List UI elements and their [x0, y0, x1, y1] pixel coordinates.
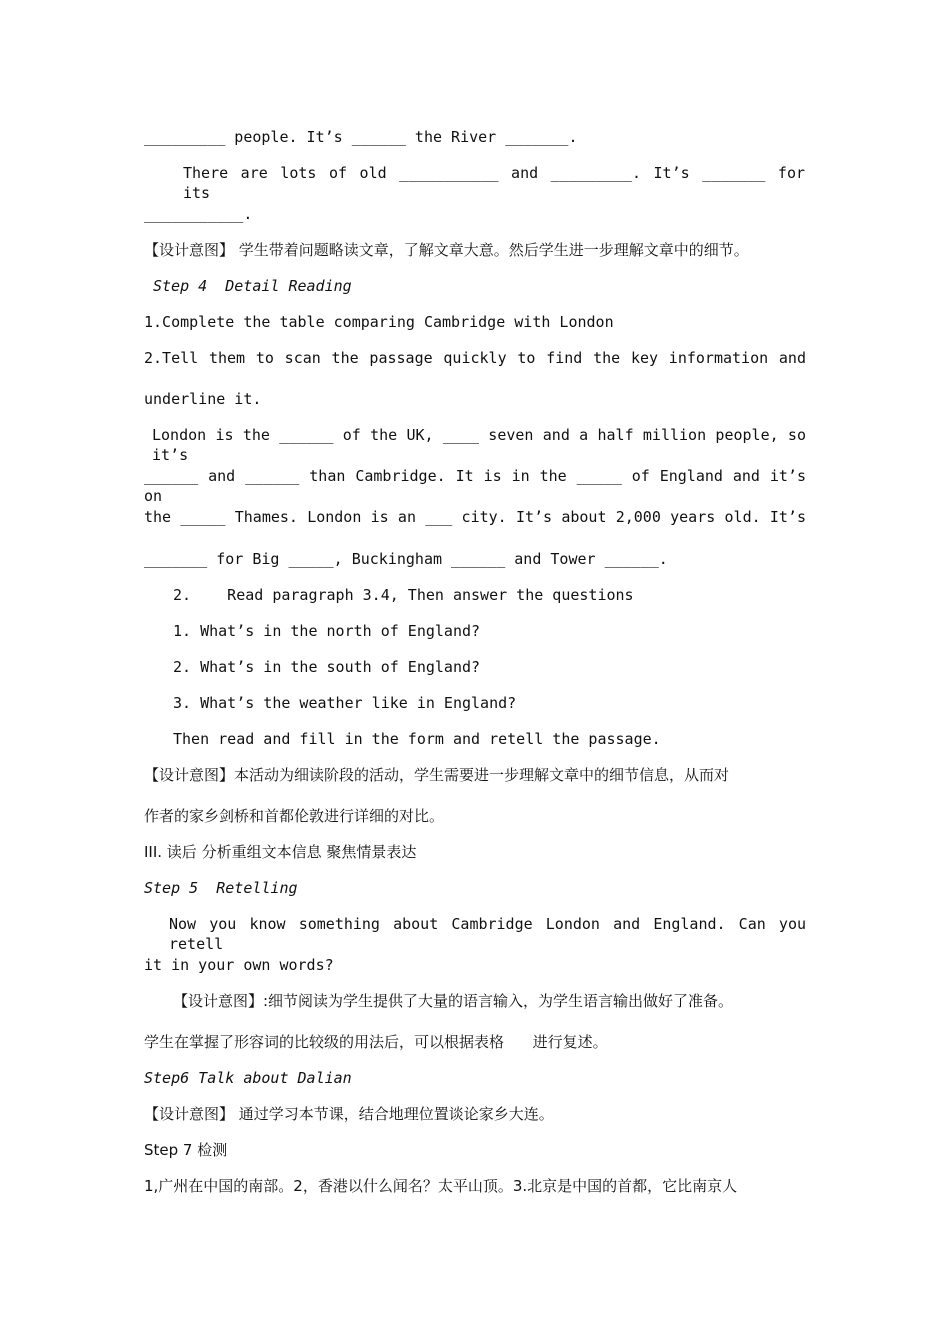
text-line-9: London is the ______ of the UK, ____ seven and a half million people, so it’s [152, 426, 806, 464]
design-intent-2-cont: 作者的家乡剑桥和首都伦敦进行详细的对比。 [144, 807, 445, 825]
text-line-10: ______ and ______ than Cambridge. It is in the _____ of England and it’s on [144, 467, 806, 505]
text-line-6: 1.Complete the table comparing Cambridge with London [144, 313, 614, 331]
test-line-1: 1,广州在中国的南部。2，香港以什么闻名？太平山顶。3.北京是中国的首都，它比南京人 [144, 1177, 738, 1195]
text-line-22: Now you know something about Cambridge London and England. Can you retell [169, 915, 806, 953]
step-6-heading: Step6 Talk about Dalian [144, 1069, 352, 1087]
design-intent-3: 【设计意图】:细节阅读为学生提供了大量的语言输入，为学生语言输出做好了准备。 [173, 992, 734, 1010]
text-line-12: _______ for Big _____, Buckingham ______ and Tower ______. [144, 550, 668, 568]
text-line-17: Then read and fill in the form and retell the passage. [173, 730, 661, 748]
question-1: 1. What’s in the north of England? [173, 622, 481, 640]
question-2: 2. What’s in the south of England? [173, 658, 481, 676]
text-line-8: underline it. [144, 390, 262, 408]
question-3: 3. What’s the weather like in England? [173, 694, 517, 712]
design-intent-3-cont: 学生在掌握了形容词的比较级的用法后，可以根据表格 进行复述。 [144, 1033, 608, 1051]
step-5-heading: Step 5 Retelling [144, 879, 298, 897]
design-intent-1: 【设计意图】 学生带着问题略读文章，了解文章大意。然后学生进一步理解文章中的细节。 [144, 241, 749, 259]
step-7-heading: Step 7 检测 [144, 1141, 228, 1159]
text-line-2: There are lots of old ___________ and _________. It’s _______ for its [183, 164, 805, 202]
text-line-23: it in your own words? [144, 956, 334, 974]
text-line-3: ___________. [144, 205, 253, 223]
text-line-11: the _____ Thames. London is an ___ city. It’s about 2,000 years old. It’s [144, 508, 806, 526]
section-iii-heading: III. 读后 分析重组文本信息 聚焦情景表达 [144, 843, 417, 861]
text-line-1: _________ people. It’s ______ the River _______. [144, 128, 578, 146]
step-4-heading: Step 4 Detail Reading [153, 277, 352, 295]
text-line-13: 2. Read paragraph 3.4, Then answer the questions [173, 586, 634, 604]
text-line-7: 2.Tell them to scan the passage quickly to find the key information and [144, 349, 806, 367]
design-intent-4: 【设计意图】 通过学习本节课，结合地理位置谈论家乡大连。 [144, 1105, 554, 1123]
design-intent-2: 【设计意图】本活动为细读阶段的活动，学生需要进一步理解文章中的细节信息，从而对 [144, 766, 730, 784]
